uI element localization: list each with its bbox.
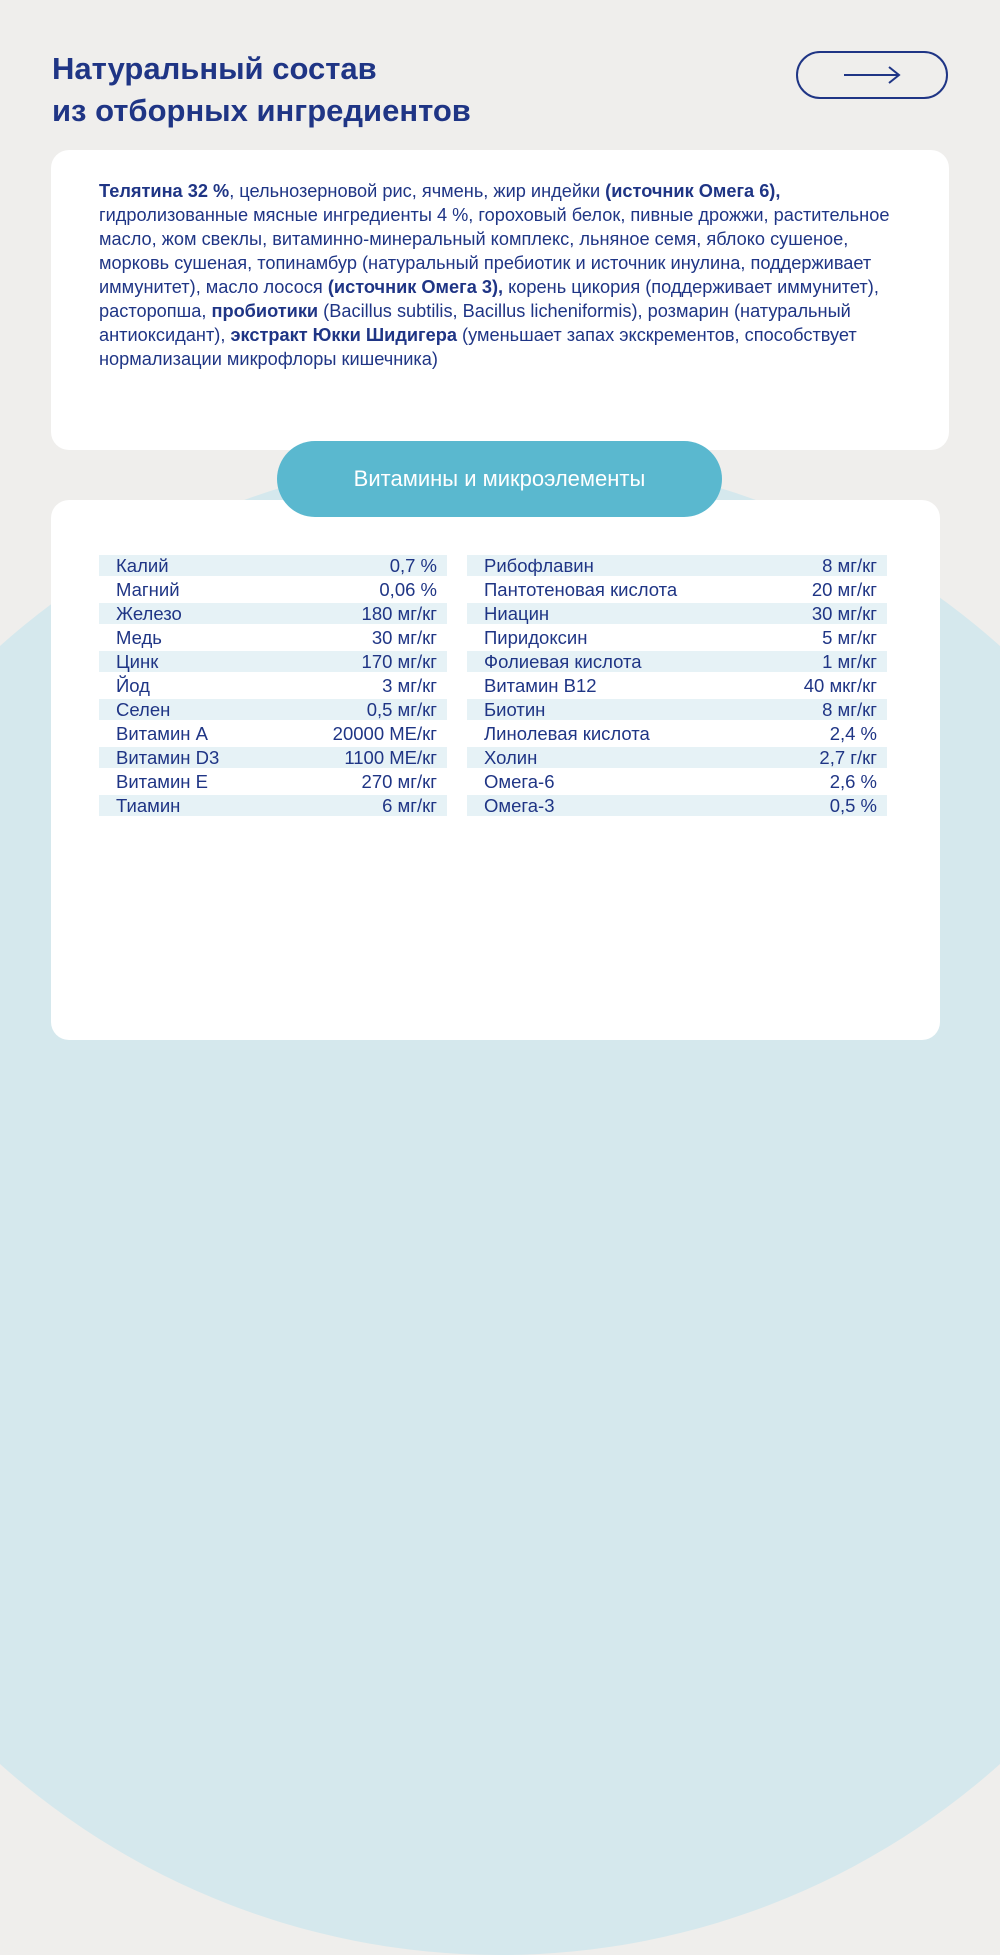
- nutrient-value: 1100 МЕ/кг: [286, 747, 447, 768]
- nutrient-value: 1 мг/кг: [764, 651, 887, 672]
- nutrient-name: Линолевая кислота: [484, 723, 650, 744]
- nutrient-row: [467, 579, 887, 600]
- nutrient-value: 0,7 %: [286, 555, 447, 576]
- page-title: [52, 48, 471, 132]
- composition-highlight: Телятина 32 %: [99, 181, 230, 201]
- nutrient-name: Омега-3: [467, 795, 764, 816]
- nutrient-name: Магний: [116, 579, 180, 600]
- nutrient-row: [467, 723, 887, 744]
- nutrient-value: 2,4 %: [829, 723, 877, 744]
- nutrient-value: 180 мг/кг: [286, 603, 447, 624]
- title-line-2: из отборных ингредиентов: [52, 93, 471, 128]
- nutrient-value: 8 мг/кг: [764, 555, 887, 576]
- nutrient-value: 40 мкг/кг: [803, 675, 877, 696]
- nutrient-row: [99, 651, 447, 672]
- composition-segment: гидролизованные мясные ингредиенты 4 %, гороховый белок, пивные дрожжи, растительное масло, жом свеклы, витаминно-минеральный комплекс, льняное семя, яблоко сушеное, морковь сушеная, топинамбур (натуральный пребиотик и источник инулина, поддерживает иммунитет), масло лосося: [99, 205, 890, 297]
- vitamins-heading-badge: Витамины и микроэлементы: [277, 441, 722, 517]
- nutrient-name: Витамин D3: [99, 747, 286, 768]
- composition-card: [51, 150, 949, 450]
- vitamins-table-left: [99, 552, 447, 819]
- nutrient-row: [99, 699, 447, 720]
- nutrient-value: 2,7 г/кг: [764, 747, 887, 768]
- nutrient-name: Пиридоксин: [484, 627, 588, 648]
- nutrient-value: 20000 МЕ/кг: [332, 723, 437, 744]
- nutrient-row: [99, 675, 447, 696]
- nutrient-name: Тиамин: [99, 795, 286, 816]
- nutrient-name: Фолиевая кислота: [467, 651, 764, 672]
- nutrient-row: [99, 795, 447, 816]
- nutrient-name: Витамин А: [116, 723, 208, 744]
- nutrient-name: Селен: [99, 699, 286, 720]
- nutrient-row: [467, 675, 887, 696]
- nutrient-name: Витамин Е: [116, 771, 208, 792]
- composition-highlight: экстракт Юкки Шидигера: [230, 325, 457, 345]
- nutrient-name: Йод: [116, 675, 150, 696]
- nutrient-value: 6 мг/кг: [286, 795, 447, 816]
- nutrient-row: [467, 603, 887, 624]
- composition-segment: корень цикория (поддерживает иммунитет), расторопша,: [99, 277, 879, 321]
- nutrient-row: [99, 603, 447, 624]
- nutrient-name: Железо: [99, 603, 286, 624]
- nutrient-row: [467, 555, 887, 576]
- nutrient-row: [99, 723, 447, 744]
- nutrient-row: [99, 747, 447, 768]
- nutrient-value: 20 мг/кг: [811, 579, 877, 600]
- nutrient-value: 270 мг/кг: [361, 771, 437, 792]
- composition-highlight: пробиотики: [211, 301, 319, 321]
- nutrient-row: [467, 651, 887, 672]
- nutrient-name: Цинк: [99, 651, 286, 672]
- composition-segment: , цельнозерновой рис, ячмень, жир индейки: [229, 181, 606, 201]
- nutrient-name: Омега-6: [484, 771, 555, 792]
- nutrient-row: [99, 579, 447, 600]
- arrow-right-icon: [842, 65, 902, 85]
- composition-segment: (уменьшает запах экскрементов, способствует нормализации микрофлоры кишечника): [99, 325, 857, 369]
- title-line-1: Натуральный состав: [52, 51, 377, 86]
- nutrient-row: [99, 627, 447, 648]
- nutrient-name: Ниацин: [467, 603, 764, 624]
- nutrient-row: [467, 795, 887, 816]
- nutrient-row: [99, 555, 447, 576]
- nutrient-name: Рибофлавин: [467, 555, 764, 576]
- composition-highlight: (источник Омега 3),: [327, 277, 504, 297]
- composition-segment: (Bacillus subtilis, Bacillus licheniformis), розмарин (натуральный антиоксидант),: [99, 301, 851, 345]
- nutrient-row: [99, 771, 447, 792]
- nutrient-value: 0,06 %: [379, 579, 437, 600]
- nutrient-row: [467, 627, 887, 648]
- nutrient-value: 8 мг/кг: [764, 699, 887, 720]
- nutrient-row: [467, 771, 887, 792]
- nutrient-value: 2,6 %: [829, 771, 877, 792]
- nutrient-value: 30 мг/кг: [764, 603, 887, 624]
- nutrient-value: 0,5 мг/кг: [286, 699, 447, 720]
- nutrient-name: Калий: [99, 555, 286, 576]
- vitamins-table-right: [467, 552, 887, 819]
- nutrient-row: [467, 747, 887, 768]
- nutrient-name: Медь: [116, 627, 162, 648]
- nutrient-name: Биотин: [467, 699, 764, 720]
- nutrient-value: 3 мг/кг: [382, 675, 437, 696]
- nutrient-name: Пантотеновая кислота: [484, 579, 678, 600]
- nutrient-name: Витамин В12: [484, 675, 597, 696]
- composition-highlight: (источник Омега 6),: [605, 181, 781, 201]
- nutrient-value: 0,5 %: [764, 795, 887, 816]
- nutrient-value: 30 мг/кг: [371, 627, 437, 648]
- nutrient-row: [467, 699, 887, 720]
- nutrient-value: 5 мг/кг: [822, 627, 877, 648]
- composition-text: [99, 179, 909, 371]
- nutrient-value: 170 мг/кг: [286, 651, 447, 672]
- next-button[interactable]: [796, 51, 948, 99]
- nutrient-name: Холин: [467, 747, 764, 768]
